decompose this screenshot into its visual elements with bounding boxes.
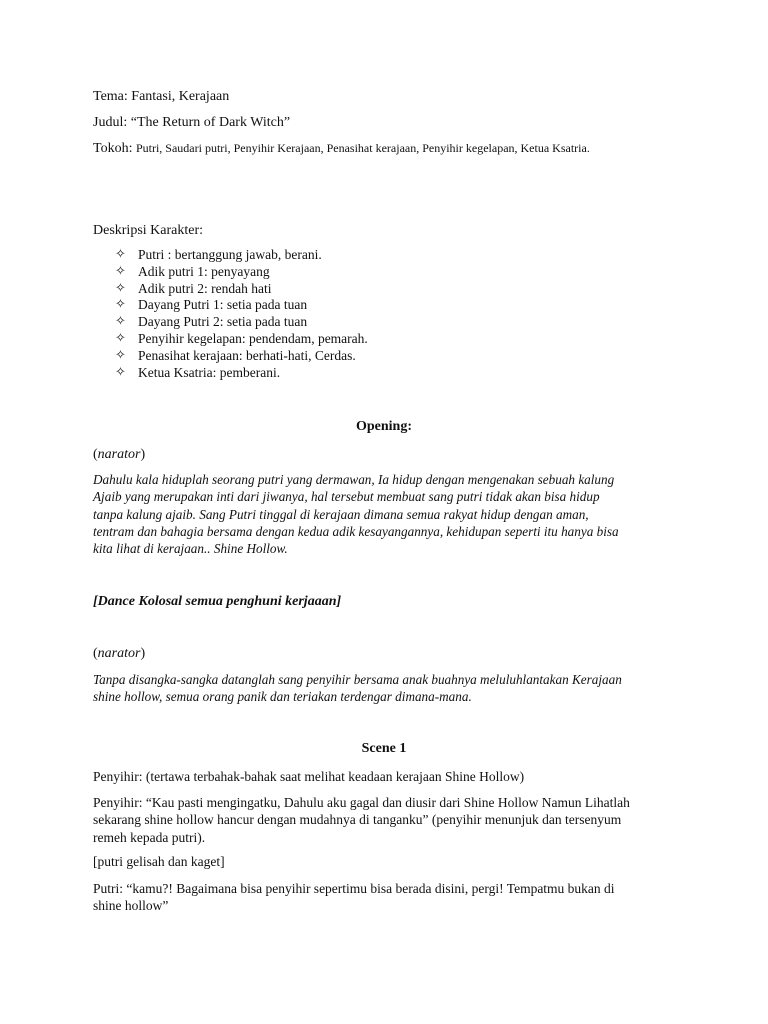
character-list xyxy=(115,247,368,381)
list-item: ✧ Adik putri 2: rendah hati xyxy=(115,280,272,296)
opening-heading: Opening: xyxy=(355,419,412,434)
star-bullet-icon: ✧ xyxy=(115,347,126,363)
list-item: ✧ Penyihir kegelapan: pendendam, pemarah. xyxy=(115,330,368,346)
star-bullet-icon: ✧ xyxy=(115,263,126,279)
narator-tag: (narator) xyxy=(93,447,146,462)
star-bullet-icon: ✧ xyxy=(115,314,126,330)
star-bullet-icon: ✧ xyxy=(115,297,126,313)
list-item: ✧ Adik putri 1: penyayang xyxy=(115,263,270,279)
list-item: ✧ Putri : bertanggung jawab, berani. xyxy=(115,247,322,262)
invasion-narration: Tanpa disangka-sangka datanglah sang penyihir bersama anak buahnya meluluhlantakan Kerajaan shine hollow, semua orang panik dan teriakan terdengar dimana-mana. xyxy=(93,672,622,705)
list-item: ✧ Dayang Putri 1: setia pada tuan xyxy=(115,297,308,313)
tema-line: Tema: Fantasi, Kerajaan xyxy=(93,89,230,104)
star-bullet-icon: ✧ xyxy=(115,247,126,262)
narator-tag-2: (narator) xyxy=(93,646,146,661)
judul-line: Judul: “The Return of Dark Witch” xyxy=(93,115,291,130)
list-item: ✧ Penasihat kerajaan: berhati-hati, Cerdas. xyxy=(115,347,356,363)
list-item: ✧ Dayang Putri 2: setia pada tuan xyxy=(115,314,308,330)
deskripsi-heading: Deskripsi Karakter: xyxy=(93,223,204,238)
star-bullet-icon: ✧ xyxy=(115,364,126,380)
opening-narration: Dahulu kala hiduplah seorang putri yang dermawan, Ia hidup dengan mengenakan sebuah kalung Ajaib yang merupakan inti dari jiwanya, hal tersebut membuat sang putri tidak akan bisa hidup tanpa kalung ajaib. Sang Putri tinggal di kerajaan dimana semua rakyat hidup dengan aman, tentram dan bahagia bersama dengan kedua adik kesayangannya, kehidupan seperti itu hanya bisa kita lihat di kerajaan.. Shine Hollow. xyxy=(93,472,619,557)
stage-direction: [putri gelisah dan kaget] xyxy=(93,854,225,869)
star-bullet-icon: ✧ xyxy=(115,330,126,346)
scene1-heading: Scene 1 xyxy=(361,741,407,756)
tokoh-value: Putri, Saudari putri, Penyihir Kerajaan, Penasihat kerajaan, Penyihir kegelapan, Ketua Ksatria. xyxy=(135,141,590,155)
tokoh-label: Tokoh: xyxy=(93,141,133,156)
dialog-paragraph-putri: Putri: “kamu?! Bagaimana bisa penyihir sepertimu bisa berada disini, pergi! Tempatmu bukan di shine hollow” xyxy=(93,881,615,914)
dialog-line: Penyihir: (tertawa terbahak-bahak saat melihat keadaan kerajaan Shine Hollow) xyxy=(93,769,525,784)
dance-direction: [Dance Kolosal semua penghuni kerjaaan] xyxy=(93,594,342,609)
star-bullet-icon: ✧ xyxy=(115,280,126,296)
list-item: ✧ Ketua Ksatria: pemberani. xyxy=(115,364,281,380)
tokoh-line xyxy=(93,140,590,157)
dialog-paragraph: Penyihir: “Kau pasti mengingatku, Dahulu aku gagal dan diusir dari Shine Hollow Namun Lihatlah sekarang shine hollow hancur dengan mudahnya di tanganku” (penyihir menunjuk dan tersenyum remeh kepada putri). xyxy=(93,795,630,845)
